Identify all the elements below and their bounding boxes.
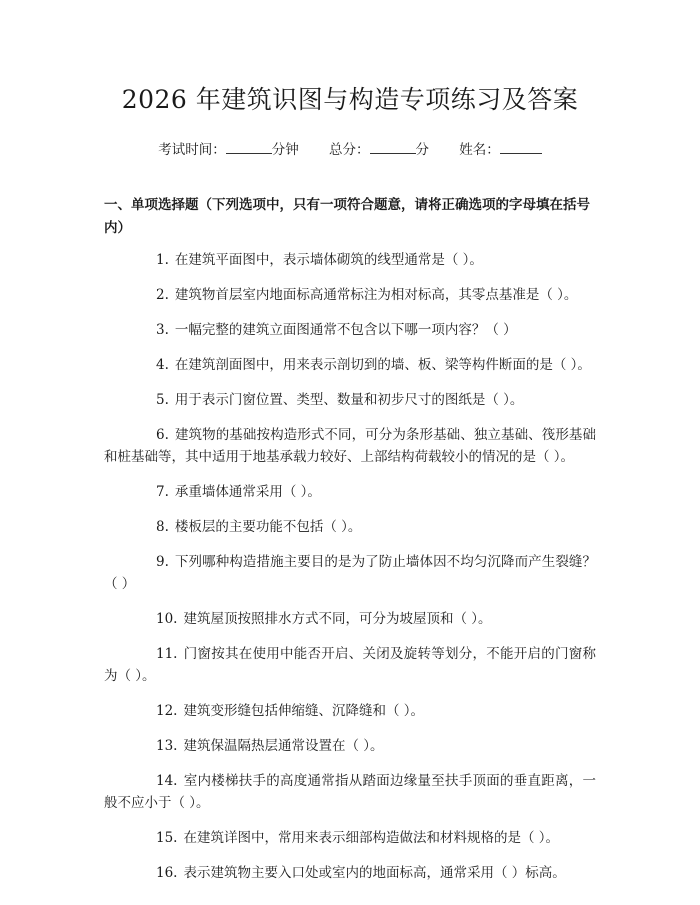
question-number: 12. — [156, 703, 178, 719]
section-heading: 一、单项选择题（下列选项中，只有一项符合题意，请将正确选项的字母填在括号内） — [104, 197, 590, 236]
question-number: 5. — [156, 392, 169, 408]
question-number: 8. — [156, 519, 169, 535]
exam-time-unit: 分钟 — [271, 142, 299, 158]
question-item — [104, 608, 596, 630]
question-text: 建筑保温隔热层通常设置在（ ）。 — [183, 738, 384, 754]
question-text: 一幅完整的建筑立面图通常不包含以下哪一项内容？（ ） — [174, 322, 517, 338]
exam-info-row — [104, 139, 596, 160]
question-text: 建筑屋顶按照排水方式不同，可分为坡屋顶和（ ）。 — [183, 611, 492, 627]
question-text: 表示建筑物主要入口处或室内的地面标高，通常采用（ ）标高。 — [183, 865, 566, 881]
total-score-unit: 分 — [415, 142, 429, 158]
total-score-label: 总分： — [329, 142, 370, 158]
exam-time-label: 考试时间： — [158, 142, 226, 158]
question-item — [104, 389, 596, 411]
question-item — [104, 424, 596, 468]
question-text: 在建筑详图中，常用来表示细部构造做法和材料规格的是（ ）。 — [183, 830, 560, 846]
question-text: 建筑物首层室内地面标高通常标注为相对标高，其零点基准是（ ）。 — [174, 287, 578, 303]
question-item — [104, 319, 596, 341]
question-number: 2. — [156, 287, 169, 303]
total-score-field — [329, 139, 429, 160]
page-title: 2026 年建筑识图与构造专项练习及答案 — [121, 85, 579, 114]
question-item — [104, 643, 596, 687]
question-text: 建筑物的基础按构造形式不同，可分为条形基础、独立基础、筏形基础和桩基础等，其中适用于地基承载力较好、上部结构荷载较小的情况的是（ ）。 — [104, 427, 596, 465]
question-item — [104, 284, 596, 306]
name-field — [459, 139, 542, 160]
question-text: 在建筑剖面图中，用来表示剖切到的墙、板、梁等构件断面的是（ ）。 — [174, 357, 591, 373]
question-item — [104, 516, 596, 538]
question-number: 3. — [156, 322, 169, 338]
question-number: 10. — [156, 611, 178, 627]
question-text: 楼板层的主要功能不包括（ ）。 — [174, 519, 362, 535]
question-item — [104, 862, 596, 884]
question-text: 在建筑平面图中，表示墙体砌筑的线型通常是（ ）。 — [174, 252, 483, 268]
question-item — [104, 827, 596, 849]
question-number: 11. — [156, 646, 178, 662]
question-number: 4. — [156, 357, 169, 373]
name-label: 姓名： — [459, 142, 500, 158]
name-blank[interactable] — [500, 139, 542, 154]
question-text: 承重墙体通常采用（ ）。 — [174, 484, 321, 500]
question-text: 下列哪种构造措施主要目的是为了防止墙体因不均匀沉降而产生裂缝？（ ） — [104, 554, 596, 592]
question-number: 15. — [156, 830, 178, 846]
question-number: 7. — [156, 484, 169, 500]
question-item — [104, 481, 596, 503]
question-text: 用于表示门窗位置、类型、数量和初步尺寸的图纸是（ ）。 — [174, 392, 524, 408]
question-number: 9. — [156, 554, 169, 570]
question-item — [104, 354, 596, 376]
question-item — [104, 249, 596, 271]
question-item — [104, 700, 596, 722]
exam-time-field — [158, 139, 299, 160]
question-number: 13. — [156, 738, 178, 754]
question-number: 1. — [156, 252, 169, 268]
question-text: 建筑变形缝包括伸缩缝、沉降缝和（ ）。 — [183, 703, 425, 719]
exam-time-blank[interactable] — [226, 139, 272, 154]
question-number: 16. — [156, 865, 178, 881]
question-item — [104, 551, 596, 595]
question-number: 14. — [156, 773, 178, 789]
question-item — [104, 735, 596, 757]
total-score-blank[interactable] — [370, 139, 416, 154]
question-text: 门窗按其在使用中能否开启、关闭及旋转等划分，不能开启的门窗称为（ ）。 — [104, 646, 596, 684]
question-text: 室内楼梯扶手的高度通常指从踏面边缘量至扶手顶面的垂直距离，一般不应小于（ ）。 — [104, 773, 596, 811]
question-list — [104, 249, 596, 884]
question-item — [104, 770, 596, 814]
question-number: 6. — [156, 427, 169, 443]
